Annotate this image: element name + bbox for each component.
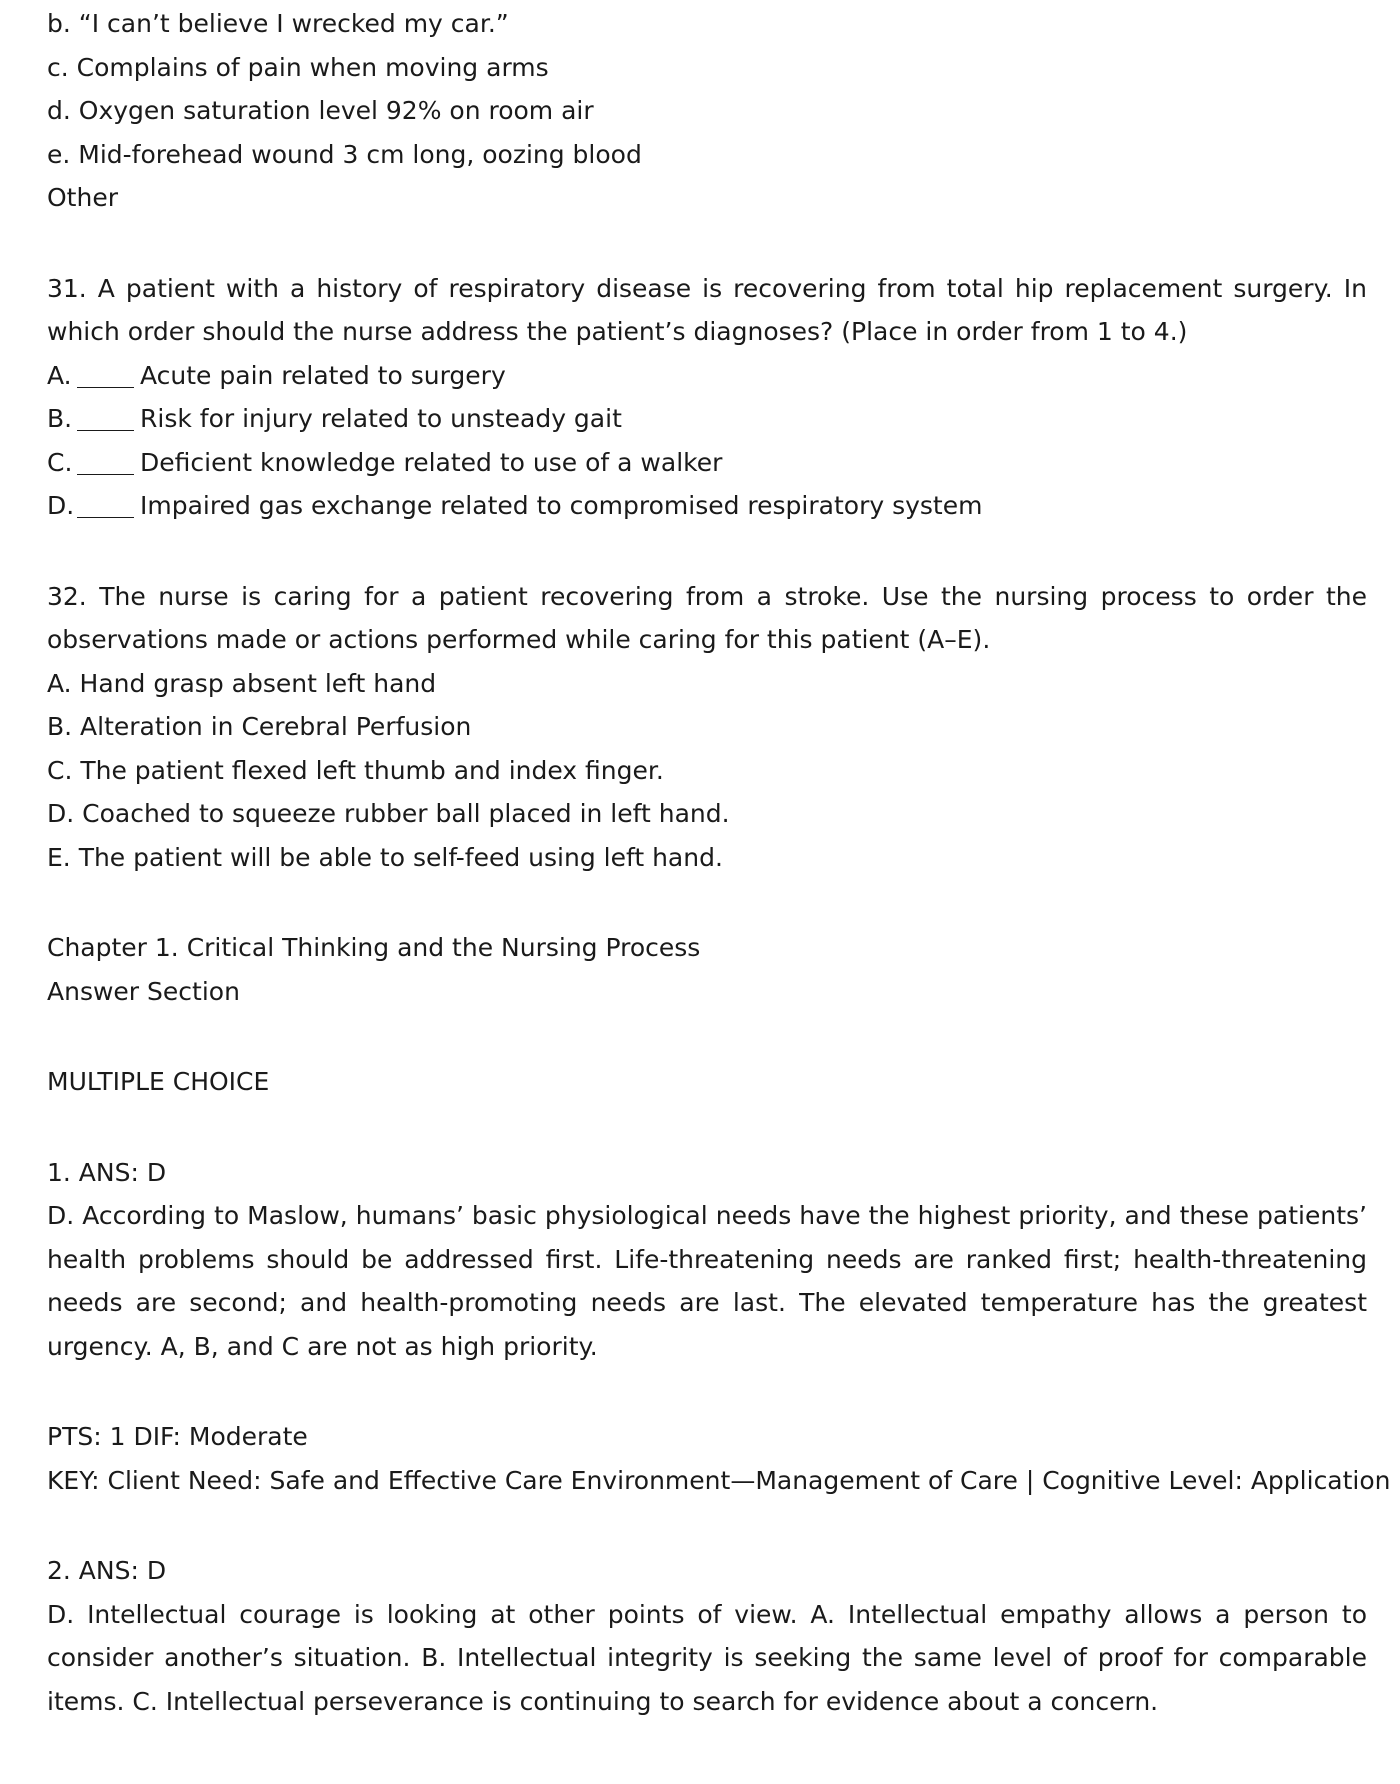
spacer <box>47 1013 1367 1060</box>
q30-other: Other <box>47 183 118 212</box>
q31-item-letter: C. <box>47 447 73 477</box>
q31-item-a <box>47 354 1367 398</box>
answer-blank <box>77 408 134 431</box>
spacer <box>47 528 1367 575</box>
q31-item-letter: A. <box>47 360 72 390</box>
q32-item: D. Coached to squeeze rubber ball placed in left hand. <box>47 799 730 828</box>
q31-stem: 31. A patient with a history of respiratory disease is recovering from total hip replacement surgery. In which order should the nurse address the patient’s diagnoses? (Place in order from 1 to 4.) <box>47 273 1367 346</box>
answer-blank <box>77 365 134 388</box>
question-type-heading: MULTIPLE CHOICE <box>47 1067 270 1096</box>
q31-item-c <box>47 441 1367 485</box>
answer-1-points: PTS: 1 DIF: Moderate <box>47 1422 308 1451</box>
chapter-title: Chapter 1. Critical Thinking and the Nursing Process <box>47 933 701 962</box>
spacer <box>47 879 1367 926</box>
spacer <box>47 1502 1367 1549</box>
q30-option-c: c. Complains of pain when moving arms <box>47 52 549 82</box>
q32-stem: 32. The nurse is caring for a patient recovering from a stroke. Use the nursing process to order the observations made or actions performed while caring for this patient (A–E). <box>47 581 1367 654</box>
q31-item-d <box>47 484 1367 528</box>
q32-item: C. The patient flexed left thumb and index finger. <box>47 755 664 785</box>
answer-1-rationale: D. According to Maslow, humans’ basic physiological needs have the highest priority, and these patients’ health problems should be addressed first. Life-threatening needs are ranked first; health-threatening needs are second; and health-promoting needs are last. The elevated temperature has the greatest urgency. A, B, and C are not as high priority. <box>47 1201 1367 1361</box>
q31-item-b <box>47 397 1367 441</box>
q30-option-d: d. Oxygen saturation level 92% on room air <box>47 96 594 125</box>
answer-section-title: Answer Section <box>47 976 240 1006</box>
q31-item-text: Impaired gas exchange related to compromised respiratory system <box>140 491 983 520</box>
answer-2-rationale: D. Intellectual courage is looking at other points of view. A. Intellectual empathy allows a person to consider another’s situation. B. Intellectual integrity is seeking the same level of proof for comparable items. C. Intellectual perseverance is continuing to search for evidence about a concern. <box>47 1599 1367 1716</box>
spacer <box>47 1104 1367 1151</box>
q31-item-text: Deficient knowledge related to use of a walker <box>140 447 723 477</box>
spacer <box>47 220 1367 267</box>
q32-item: E. The patient will be able to self-feed using left hand. <box>47 842 723 872</box>
q31-item-text: Risk for injury related to unsteady gait <box>140 404 622 433</box>
q31-item-letter: B. <box>47 404 73 433</box>
q32-item: A. Hand grasp absent left hand <box>47 668 437 698</box>
answer-2-key: 2. ANS: D <box>47 1556 167 1585</box>
q30-option-e: e. Mid-forehead wound 3 cm long, oozing blood <box>47 139 642 169</box>
spacer <box>47 1368 1367 1415</box>
q32-item: B. Alteration in Cerebral Perfusion <box>47 712 472 741</box>
answer-blank <box>77 495 134 518</box>
q31-item-letter: D. <box>47 491 75 520</box>
q30-option-b: b. “I can’t believe I wrecked my car.” <box>47 9 509 38</box>
document-page <box>47 2 1391 1723</box>
q31-item-text: Acute pain related to surgery <box>140 360 506 390</box>
answer-1-key: 1. ANS: D <box>47 1157 167 1187</box>
answer-1-keywords: KEY: Client Need: Safe and Effective Care Environment—Management of Care | Cognitive Level: Application <box>47 1465 1391 1495</box>
answer-blank <box>77 452 134 475</box>
